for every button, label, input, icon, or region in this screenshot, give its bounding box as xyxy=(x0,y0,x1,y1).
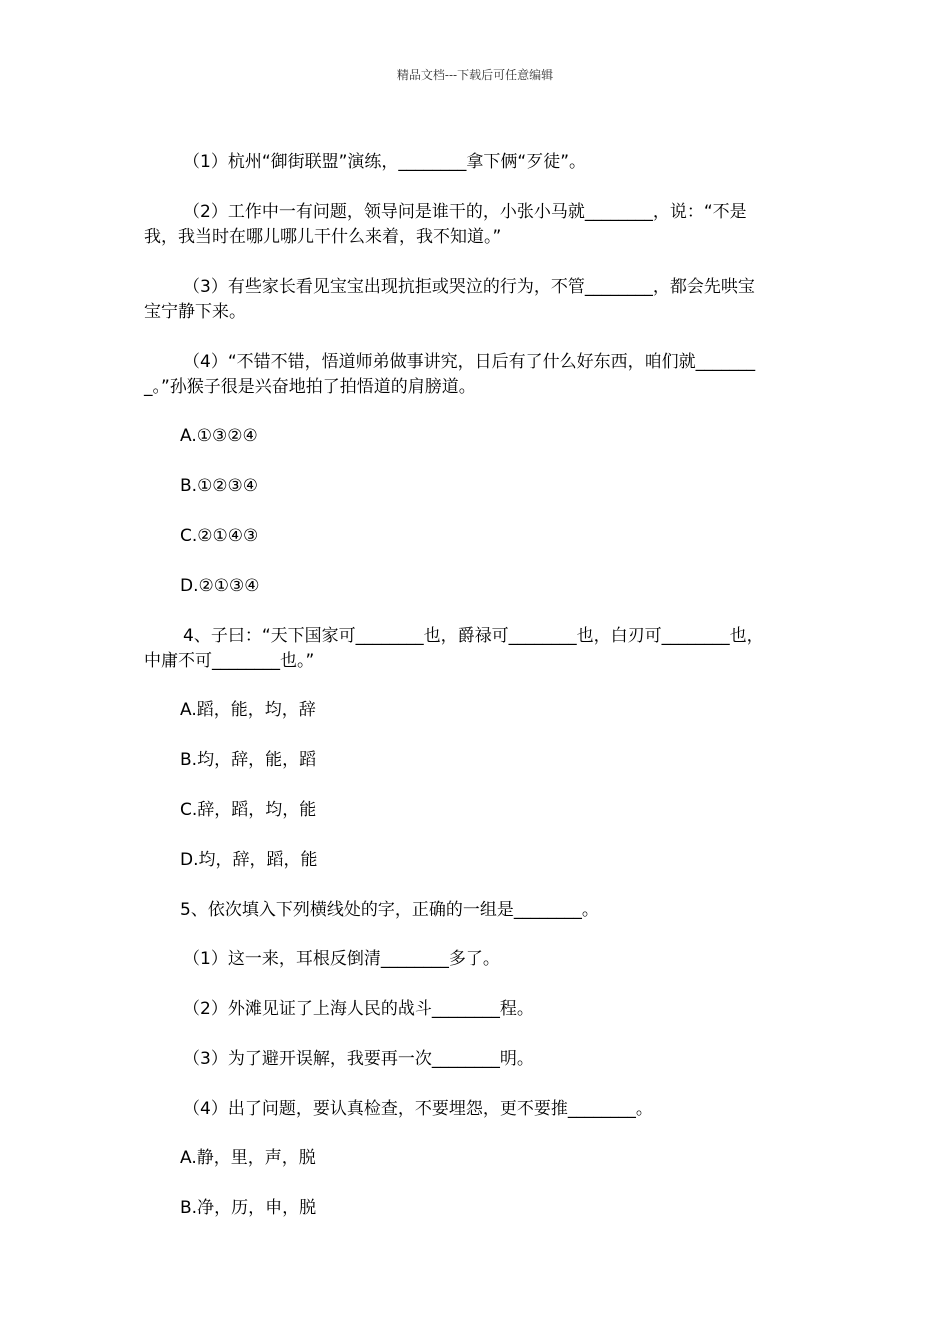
q5-option-a: A.静，里，声，脱 xyxy=(180,1148,316,1168)
q3-option-a: A.①③②④ xyxy=(180,426,258,446)
q3-option-c: C.②①④③ xyxy=(180,526,259,546)
q4-option-a: A.蹈，能，均，辞 xyxy=(180,700,316,720)
q3-sentence-1: （1）杭州“御街联盟”演练，________拿下俩“歹徒”。 xyxy=(183,152,587,172)
q5-sentence-4: （4）出了问题，要认真检查，不要埋怨，更不要推________。 xyxy=(183,1099,653,1119)
q3-sentence-3-line-2: 宝宁静下来。 xyxy=(144,302,246,322)
q3-sentence-4-line-2: _。”孙猴子很是兴奋地拍了拍悟道的肩膀道。 xyxy=(144,377,476,397)
q3-sentence-2-line-1: （2）工作中一有问题，领导问是谁干的，小张小马就________，说：“不是 xyxy=(183,202,747,222)
q4-option-b: B.均，辞，能，蹈 xyxy=(180,750,317,770)
q4-option-d: D.均，辞，蹈，能 xyxy=(180,850,318,870)
q3-sentence-3-line-1: （3）有些家长看见宝宝出现抗拒或哭泣的行为，不管________，都会先哄宝 xyxy=(183,277,755,297)
q5-sentence-1: （1）这一来，耳根反倒清________多了。 xyxy=(183,949,500,969)
q4-stem-line-2: 中庸不可________也。” xyxy=(144,651,315,671)
page-header: 精品文档---下载后可任意编辑 xyxy=(396,68,554,82)
q4-stem-line-1: 4、子曰：“天下国家可________也，爵禄可________也，白刃可________也， xyxy=(183,626,764,646)
q3-option-b: B.①②③④ xyxy=(180,476,259,496)
q3-sentence-4-line-1: （4）“不错不错，悟道师弟做事讲究，日后有了什么好东西，咱们就_______ xyxy=(183,352,756,372)
q5-stem: 5、依次填入下列横线处的字，正确的一组是________。 xyxy=(180,900,599,920)
q5-option-b: B.净，历，申，脱 xyxy=(180,1198,317,1218)
q3-option-d: D.②①③④ xyxy=(180,576,260,596)
q4-option-c: C.辞，蹈，均，能 xyxy=(180,800,317,820)
q5-sentence-3: （3）为了避开误解，我要再一次________明。 xyxy=(183,1049,534,1069)
q3-sentence-2-line-2: 我，我当时在哪儿哪儿干什么来着，我不知道。” xyxy=(144,227,502,247)
q5-sentence-2: （2）外滩见证了上海人民的战斗________程。 xyxy=(183,999,534,1019)
